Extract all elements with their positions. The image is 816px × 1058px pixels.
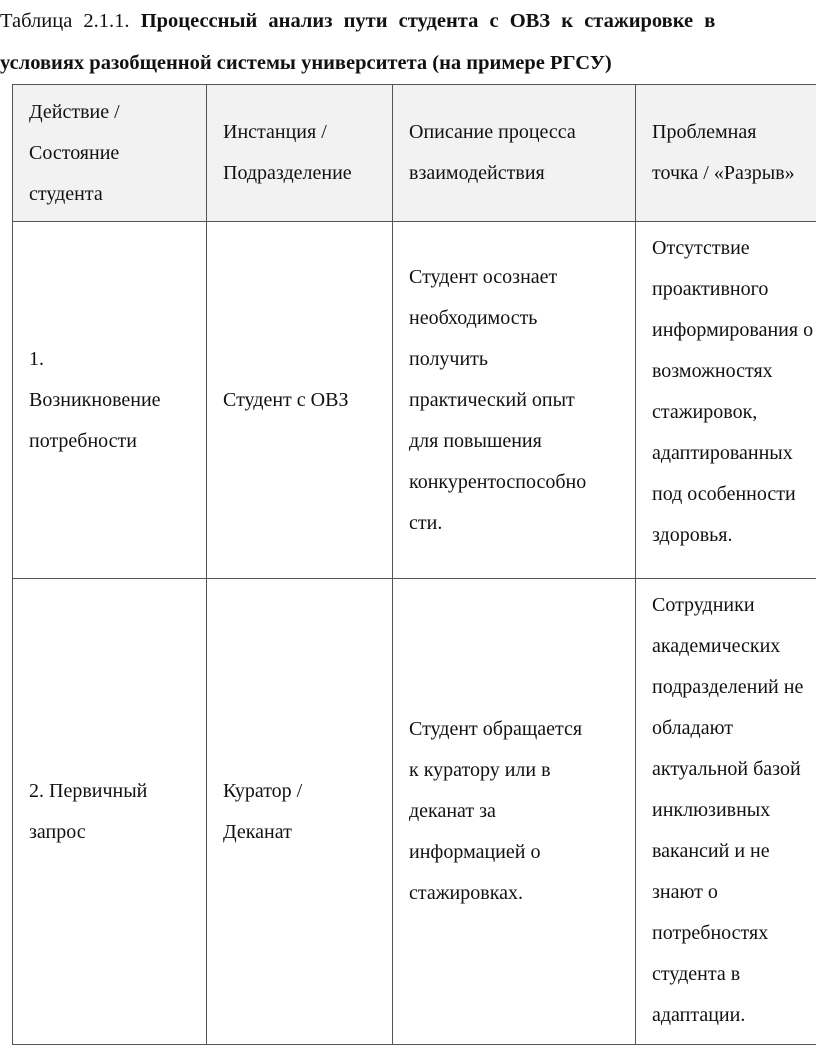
header-action-line: студента: [29, 182, 103, 205]
table-row: [13, 579, 816, 1045]
row-problem-line: адаптированных: [652, 442, 793, 464]
row-problem-cell: [636, 222, 816, 579]
header-description-line: взаимодействия: [409, 162, 545, 184]
header-instance: [207, 85, 393, 222]
row-action-cell: [13, 579, 207, 1045]
row-problem-line: обладают: [652, 717, 734, 739]
row-problem-cell: [636, 579, 816, 1045]
row-problem-line: возможностях: [652, 360, 773, 382]
row-problem-line: академических: [652, 635, 781, 657]
row-problem-line: Отсутствие: [652, 237, 750, 259]
header-problem-line: Проблемная: [652, 121, 757, 143]
row-problem-line: знают о: [652, 881, 718, 903]
row-instance-line: Куратор /: [223, 779, 303, 802]
row-description-line: необходимость: [409, 306, 538, 329]
row-description-cell: [393, 222, 636, 579]
row-description-line: практический опыт: [409, 388, 575, 411]
row-problem-line: подразделений не: [652, 676, 804, 698]
header-problem-line: точка / «Разрыв»: [652, 162, 795, 184]
row-problem-line: здоровья.: [652, 524, 733, 546]
table-header-row: [13, 85, 816, 222]
row-action-line: Возникновение: [29, 388, 161, 411]
row-description-line: стажировках.: [409, 882, 523, 904]
header-description-line: Описание процесса: [409, 121, 576, 143]
row-instance-cell: [207, 579, 393, 1045]
header-instance-line: Инстанция /: [223, 121, 327, 143]
caption-prefix: Таблица 2.1.1.: [0, 10, 130, 32]
table-caption: [0, 0, 816, 84]
row-action-line: потребности: [29, 429, 137, 452]
row-problem-line: студента в: [652, 963, 741, 985]
row-problem-line: стажировок,: [652, 401, 758, 423]
row-action-line: 2. Первичный: [29, 779, 148, 802]
row-description-line: Студент обращается: [409, 718, 583, 740]
row-problem-line: информирования о: [652, 319, 814, 341]
row-problem-line: инклюзивных: [652, 799, 771, 821]
row-description-line: деканат за: [409, 800, 496, 822]
row-problem-line: актуальной базой: [652, 758, 801, 780]
row-description-line: сти.: [409, 511, 443, 534]
row-instance-cell: [207, 222, 393, 579]
header-action-line: Действие /: [29, 100, 120, 123]
row-action-line: 1.: [29, 347, 44, 370]
process-analysis-table: [12, 84, 816, 1045]
caption-line-1: [0, 0, 816, 42]
header-action-line: Состояние: [29, 141, 120, 164]
row-description-line: для повышения: [409, 429, 542, 452]
row-problem-line: адаптации.: [652, 1004, 746, 1026]
row-instance-line: Студент с ОВЗ: [223, 388, 349, 411]
row-description-line: информацией о: [409, 841, 541, 863]
row-problem-line: под особенности: [652, 483, 796, 505]
table-row: [13, 222, 816, 579]
header-description: [393, 85, 636, 222]
caption-title-line-1: Процессный анализ пути студента с ОВЗ к стажировке в: [140, 10, 716, 32]
caption-title-line-2: условиях разобщенной системы университета (на примере РГСУ): [0, 52, 612, 74]
row-instance-line: Деканат: [223, 820, 292, 843]
row-description-cell: [393, 579, 636, 1045]
row-problem-line: потребностях: [652, 922, 769, 944]
row-action-line: запрос: [29, 820, 86, 843]
header-action: [13, 85, 207, 222]
row-problem-line: вакансий и не: [652, 840, 770, 862]
row-description-line: к куратору или в: [409, 759, 551, 781]
header-instance-line: Подразделение: [223, 162, 352, 184]
row-problem-line: проактивного: [652, 278, 769, 300]
row-action-cell: [13, 222, 207, 579]
header-problem: [636, 85, 816, 222]
row-problem-line: Сотрудники: [652, 594, 755, 616]
row-description-line: получить: [409, 347, 489, 370]
row-description-line: Студент осознает: [409, 265, 558, 288]
row-description-line: конкурентоспособно: [409, 470, 587, 493]
